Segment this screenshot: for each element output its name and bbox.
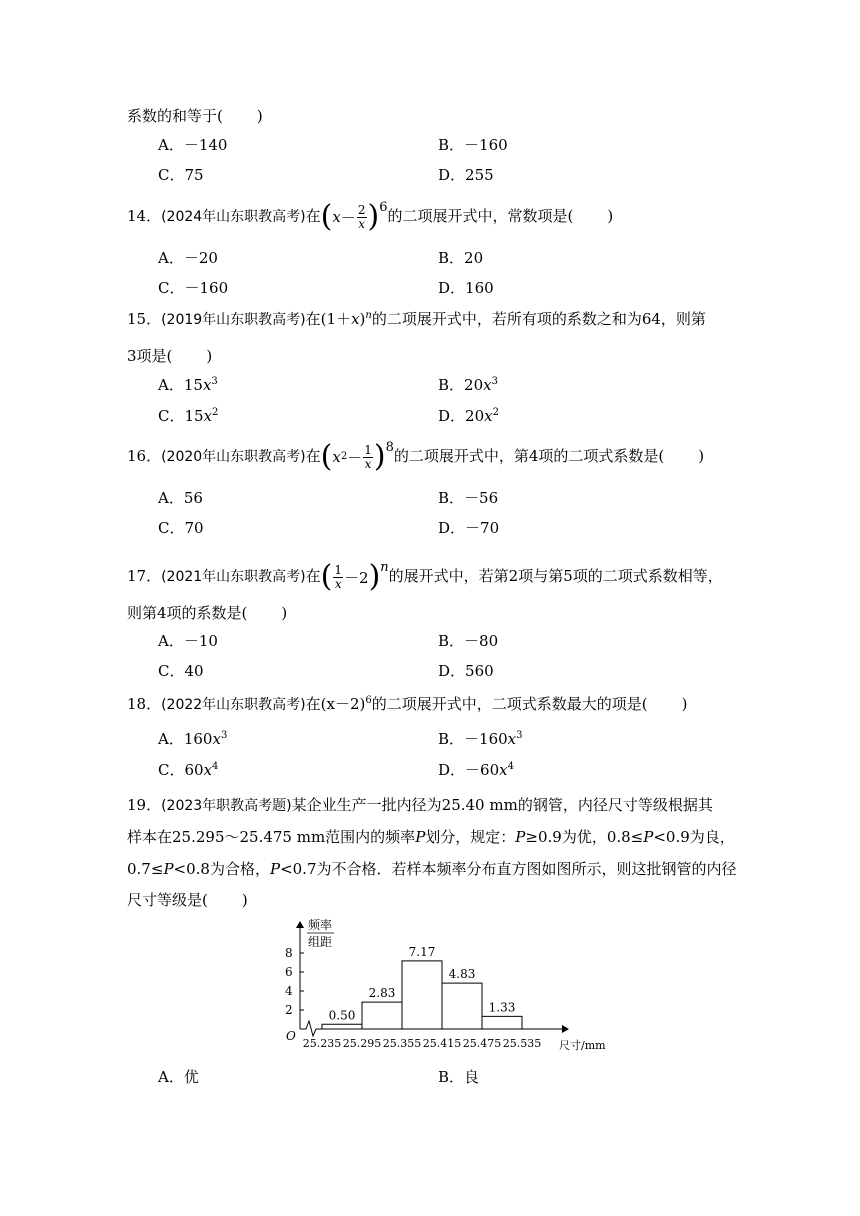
- y-label-top: 频率: [308, 918, 333, 932]
- histogram-bar: [362, 1002, 402, 1029]
- y-label-bottom: 组距: [308, 935, 333, 949]
- q16-option-c: C．70: [158, 519, 204, 537]
- x-tick-label: 25.355: [382, 1037, 422, 1050]
- q18-option-d: D．$-60x^4$: [438, 761, 514, 779]
- q16-stem: 16．(2020年山东职教高考)在 ( x 2 － $\frac{1}{x}$ ) 8的二项展开式中，第4项的二项式系数是( ): [127, 439, 705, 474]
- q14-expression: ( x － $\frac{2}{x}$ ): [320, 199, 380, 234]
- histogram-bar: [322, 1024, 362, 1029]
- histogram-bar: [442, 983, 482, 1029]
- bar-value-label: 7.17: [408, 944, 436, 959]
- q13-tail-line: 系数的和等于( ): [127, 107, 263, 125]
- q16-option-d: D．－70: [438, 519, 500, 537]
- q16-expression: ( x 2 － $\frac{1}{x}$ ): [320, 439, 386, 474]
- q18-option-c: C．$60x^4$: [158, 761, 219, 779]
- q18-source: (2022年山东职教高考): [161, 697, 306, 713]
- x-tick-label: 25.295: [342, 1037, 382, 1050]
- bar-value-label: 0.50: [328, 1008, 356, 1023]
- x-tick-label: 25.475: [462, 1037, 502, 1050]
- x-axis-label: 尺寸/mm: [559, 1039, 606, 1052]
- q19-stem-line3: 0.7≤P<0.8为合格，P<0.7为不合格．若样本频率分布直方图如图所示，则这批钢管的内径: [127, 860, 737, 878]
- q13-option-c: C．75: [158, 166, 204, 184]
- q15-option-c: C．$15x^2$: [158, 407, 219, 425]
- origin-label: O: [286, 1029, 296, 1043]
- q14-option-d: D．160: [438, 279, 494, 297]
- histogram-bar: [402, 961, 442, 1029]
- q15-option-d: D．$20x^2$: [438, 407, 499, 425]
- q19-stem-line4: 尺寸等级是( ): [127, 891, 248, 909]
- frequency-histogram: [270, 912, 620, 1060]
- q19-option-a: A．优: [158, 1068, 199, 1086]
- q13-option-d: D．255: [438, 166, 494, 184]
- bar-value-label: 1.33: [488, 1000, 516, 1015]
- q19-source: (2023年职教高考题): [161, 798, 292, 814]
- q17-option-c: C．40: [158, 662, 204, 680]
- q16-option-b: B．－56: [438, 489, 499, 507]
- q17-expression: ( $\frac{1}{x}$ －2 ): [320, 559, 381, 594]
- q18-stem: 18．(2022年山东职教高考)在$(x-2)^6$的二项展开式中，二项式系数最大的项是( ): [127, 695, 688, 713]
- q17-stem-line2: 则第4项的系数是( ): [127, 604, 288, 622]
- x-tick-label: 25.415: [422, 1037, 462, 1050]
- q17-option-d: D．560: [438, 662, 494, 680]
- q14-option-c: C．－160: [158, 279, 229, 297]
- y-tick-label: 6: [285, 965, 293, 979]
- y-tick-label: 2: [285, 1003, 293, 1017]
- q14-source: (2024年山东职教高考): [161, 209, 306, 225]
- bar-value-label: 2.83: [368, 986, 396, 1001]
- q15-option-b: B．$20x^3$: [438, 376, 498, 394]
- y-tick-label: 8: [285, 946, 293, 960]
- q19-stem-line2: 样本在25.295～25.475 mm范围内的频率P划分，规定：P≥0.9为优，0.8≤P<0.9为良，: [127, 828, 735, 846]
- q13-option-b: B．－160: [438, 136, 508, 154]
- q15-source: (2019年山东职教高考): [161, 312, 306, 328]
- q17-option-b: B．－80: [438, 632, 499, 650]
- q15-stem-line1: 15．(2019年山东职教高考)在$(1+x)^n$的二项展开式中，若所有项的系数之和为64，则第: [127, 310, 706, 328]
- q17-source: (2021年山东职教高考): [161, 569, 306, 585]
- x-tick-label: 25.235: [302, 1037, 342, 1050]
- q14-stem: 14．(2024年山东职教高考)在 ( x － $\frac{2}{x}$ ) 6的二项展开式中，常数项是( ): [127, 199, 614, 234]
- q19-option-b: B．良: [438, 1068, 480, 1086]
- q18-option-a: A．$160x^3$: [158, 730, 228, 748]
- histogram-bar: [482, 1016, 522, 1029]
- y-tick-label: 4: [285, 984, 293, 998]
- q15-option-a: A．$15x^3$: [158, 376, 218, 394]
- q14-option-b: B．20: [438, 249, 484, 267]
- q17-option-a: A．－10: [158, 632, 218, 650]
- q17-stem-line1: 17．(2021年山东职教高考)在 ( $\frac{1}{x}$ －2 ) n的展开式中，若第2项与第5项的二项式系数相等，: [127, 559, 723, 594]
- q14-option-a: A．－20: [158, 249, 218, 267]
- bar-value-label: 4.83: [448, 967, 476, 982]
- x-tick-label: 25.535: [502, 1037, 542, 1050]
- axis-break: [300, 1021, 316, 1036]
- q19-stem-line1: 19．(2023年职教高考题)某企业生产一批内径为25.40 mm的钢管，内径尺寸等级根据其: [127, 796, 713, 814]
- q15-stem-line2: 3项是( ): [127, 347, 213, 365]
- q18-option-b: B．$-160x^3$: [438, 730, 523, 748]
- q16-source: (2020年山东职教高考): [161, 449, 306, 465]
- q16-option-a: A．56: [158, 489, 203, 507]
- q13-option-a: A．－140: [158, 136, 228, 154]
